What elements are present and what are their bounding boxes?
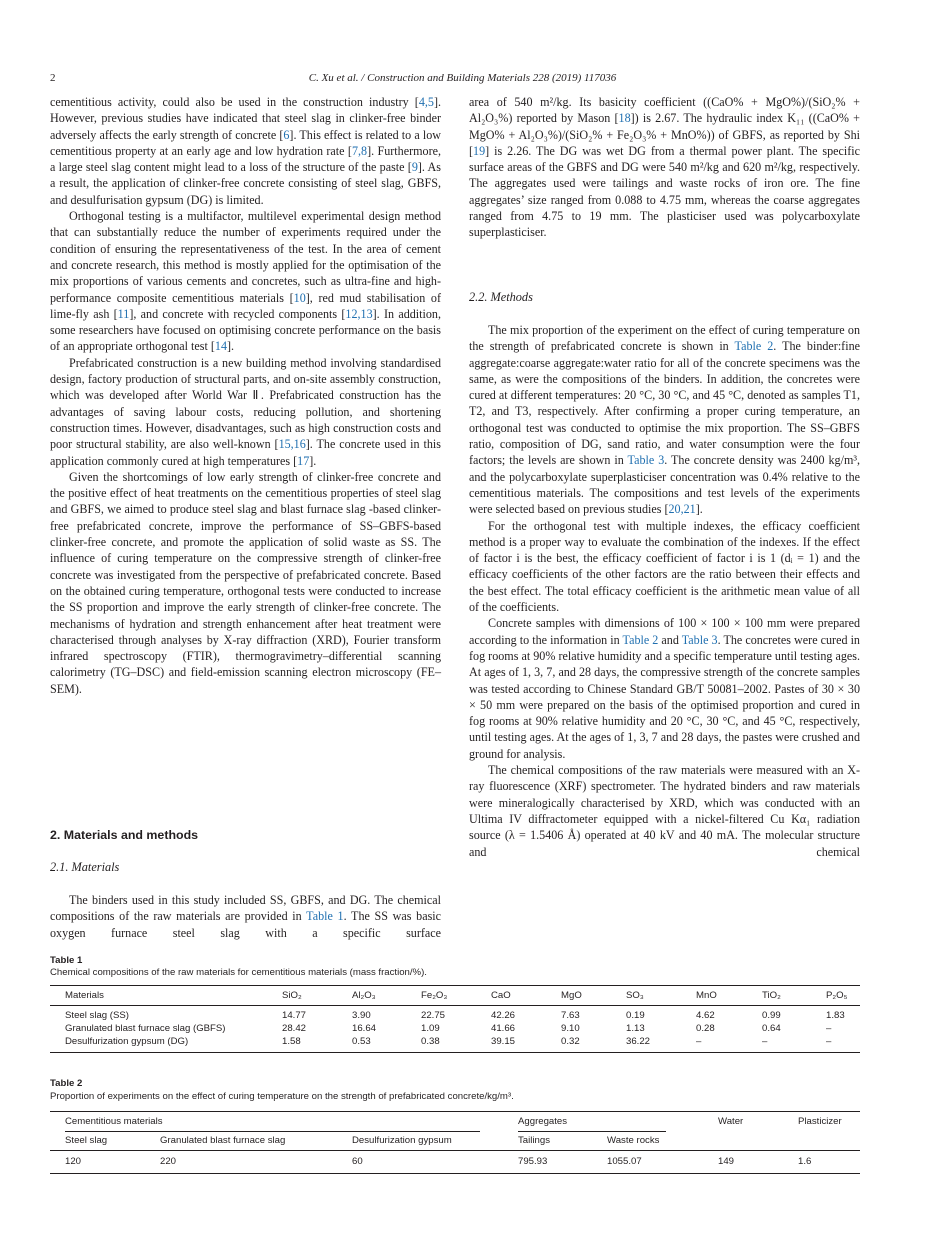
table-1-cell: 7.63 — [561, 1010, 580, 1021]
table-1-cell: 0.32 — [561, 1036, 580, 1047]
citation-link[interactable]: 15,16 — [278, 437, 306, 452]
paragraph: The mix proportion of the experiment on the effect of curing temperature on the strength of prefabricated concrete is shown in Table 2. The binder:fine aggregate:coarse aggregate:water ratio for all of the concrete specimens was the same, as were the compositions of the binders. In addition, the concretes were cured at different temperatures: 20 °C, 30 °C, and 45 °C, denoted as samples T1, T2, and T3, respectively. After confirming a proper curing temperature, an orthogonal test was conducted to optimise the mix proportion. The SS–GBFS ratio, composition of DG, sand ratio, and water consumption were the four factors; the levels are shown in Table 3. The concrete density was 2400 kg/m³, and the polycarboxylate superplasticiser concentration was 0.4% relative to the cementitious materials. The compositions and test levels of the experiments were selected based on previous studies [20,21]. — [469, 323, 861, 517]
paragraph: Prefabricated construction is a new building method involving standardised design, factory production of structural parts, and on-site assembly construction, which was developed after World War Ⅱ. Prefabricated construction has the advantages of saving labour costs, reducing pollution, and shortening construction times. However, disadvantages, such as high construction costs and poor structural stability, are also well-known [15,16]. The concrete used in this application commonly cured at high temperatures [17]. — [50, 355, 441, 468]
table-1-cell: – — [696, 1036, 702, 1047]
table-1-caption: Chemical compositions of the raw materials for cementitious materials (mass fraction/%). — [50, 967, 427, 978]
group-header-water: Water — [718, 1116, 744, 1127]
citation-link[interactable]: Table 3 — [627, 453, 665, 468]
sub-header-dg: Desulfurization gypsum — [352, 1135, 452, 1146]
citation-link[interactable]: 11 — [117, 306, 130, 321]
table-1-cell: – — [826, 1023, 832, 1034]
table-2-caption: Proportion of experiments on the effect of curing temperature on the strength of prefabricated concrete/kg/m³. — [50, 1091, 514, 1102]
table-1-cell: 0.19 — [626, 1010, 645, 1021]
table-1-header-cell: Materials — [65, 990, 104, 1001]
table-1-header-cell: SO₃ — [626, 990, 644, 1001]
table-1 — [50, 955, 860, 1055]
table-1-header-cell: CaO — [491, 990, 511, 1001]
table-1-cell: 3.90 — [352, 1010, 371, 1021]
table-1-cell: – — [826, 1036, 832, 1047]
table-1-cell: 36.22 — [626, 1036, 651, 1047]
paragraph: cementitious activity, could also be used in the construction industry [4,5]. However, previous studies have indicated that steel slag in clinker-free binder adversely affects the early strength of concrete [6]. This effect is related to a low cementitious property at an early age and low hydration rate [7,8]. Furthermore, a large steel slag content might lead to a loss of the structure of the paste [9]. As a result, the application of clinker-free concrete consisting of steel slag, GBFS, and desulfurisation gypsum (DG) is limited. — [50, 95, 441, 207]
table-1-cell: 1.09 — [421, 1023, 440, 1034]
table-1-cell: Granulated blast furnace slag (GBFS) — [65, 1023, 226, 1034]
citation-link[interactable]: 20,21 — [668, 502, 696, 517]
group-header-aggregates: Aggregates — [518, 1116, 568, 1127]
citation-link[interactable]: 17 — [297, 453, 310, 468]
table-1-header-cell: TiO₂ — [762, 990, 781, 1001]
table-1-cell: 22.75 — [421, 1010, 446, 1021]
paragraph: Given the shortcomings of low early strength of clinker-free concrete and the positive effect of heat treatments on the cementitious properties of steel slag and GBFS, we aimed to produce steel slag and blast furnace slag -based clinker-free prefabricated concrete, improve the performance of SS–GBFS-based clinker-free concrete, and promote the application of solid waste as SS. The influence of curing temperature on the compressive strength of clinker-free concrete was investigated from the perspective of prefabricated concrete. Based on the obtained curing temperature, orthogonal tests were conducted to increase the SS proportion and improve the early strength of clinker-free concrete. The mechanisms of hydration and strength enhancement after heat treatment were characterised through analyses by X-ray diffraction (XRD), Fourier transform infrared spectroscopy (FTIR), thermogravimetry–differential scanning calorimetry (TG–DSC) and field-emission scanning electron microscopy (FE–SEM). — [50, 469, 441, 696]
citation-link[interactable]: 14 — [214, 339, 227, 354]
table-1-header-cell: Fe₂O₃ — [421, 990, 448, 1001]
paragraph: Concrete samples with dimensions of 100 × 100 × 100 mm were prepared according to the information in Table 2 and Table 3. The concretes were cured in fog rooms at 90% relative humidity and a specific temperature until testing ages. At ages of 1, 3, 7, and 28 days, the compressive strength of the concrete samples was tested according to Chinese Standard GB/T 50081–2002. Pastes of 30 × 30 × 50 mm were prepared on the basis of the optimised proportion and cured in fog rooms at 90% relative humidity and 20 °C, 30 °C, and 45 °C, respectively, until testing ages. At the ages of 1, 3, 7 and 28 days, the pastes were crushed and ground for analysis. — [469, 616, 860, 761]
sub-header-steel-slag: Steel slag — [65, 1135, 108, 1146]
citation-link[interactable]: Table 2 — [734, 339, 774, 354]
citation-link[interactable]: 9 — [411, 160, 418, 175]
group-header-cementitious: Cementitious materials — [65, 1116, 163, 1127]
sub-header-tailings: Tailings — [518, 1135, 550, 1146]
page-number: 2 — [50, 72, 56, 84]
sub-header-gbfs: Granulated blast furnace slag — [160, 1135, 286, 1146]
table-2-cell: 120 — [65, 1156, 82, 1167]
table-2-cell: 220 — [160, 1156, 177, 1167]
table-1-header-cell: MnO — [696, 990, 717, 1001]
table-1-cell: 41.66 — [491, 1023, 516, 1034]
citation-link[interactable]: 7,8 — [351, 143, 368, 158]
table-2-cell: 149 — [718, 1156, 735, 1167]
table-1-cell: 9.10 — [561, 1023, 580, 1034]
table-1-header-cell: P₂O₅ — [826, 990, 848, 1001]
table-1-cell: 0.99 — [762, 1010, 781, 1021]
table-1-cell: 0.28 — [696, 1023, 715, 1034]
table-1-cell: 4.62 — [696, 1010, 715, 1021]
table-1-cell: 28.42 — [282, 1023, 307, 1034]
table-2 — [50, 1078, 860, 1178]
table-1-cell: Desulfurization gypsum (DG) — [65, 1036, 189, 1047]
table-2-cell: 60 — [352, 1156, 363, 1167]
citation-link[interactable]: Table 2 — [622, 632, 659, 647]
citation-link[interactable]: Table 1 — [306, 909, 344, 924]
paragraph: Orthogonal testing is a multifactor, multilevel experimental design method that can substantially reduce the number of experiments required under the condition of ensuring the representativeness of the test. In the area of cement and concrete research, this method is mostly applied for the optimisation of the mix proportions of various cements and concretes, such as ultra-fine and high-performance composite cementitious materials [10], red mud stabilisation of lime-fly ash [11], and concrete with recycled components [12,13]. In addition, some researchers have focused on optimising concrete performance on the basis of an appropriate orthogonal test [14]. — [50, 209, 441, 354]
citation-link[interactable]: 12,13 — [345, 306, 373, 321]
citation-link[interactable]: 4,5 — [418, 95, 434, 109]
table-1-cell: 42.26 — [491, 1010, 516, 1021]
right-column-materials — [469, 94, 860, 241]
table-1-cell: 14.77 — [282, 1010, 307, 1021]
table-1-cell: – — [762, 1036, 768, 1047]
left-column-materials — [50, 892, 441, 941]
table-1-title: Table 1 — [50, 955, 83, 966]
table-2-cell: 1.6 — [798, 1156, 812, 1167]
running-title: C. Xu et al. / Construction and Building Materials 228 (2019) 117036 — [308, 72, 617, 84]
table-1-cell: 1.13 — [626, 1023, 645, 1034]
table-2-cell: 1055.07 — [607, 1156, 642, 1167]
right-column-methods — [469, 322, 860, 860]
paragraph: The chemical compositions of the raw materials were measured with an X-ray fluorescence (XRF) spectrometer. The hydrated binders and raw materials were mineralogically characterised by XRD, which was conducted with an Ultima IV diffractometer equipped with a nickel-filtered Cu Kα₁ radiation source (λ = 1.5406 Å) operated at 40 kV and 40 mA. The molecular structure and chemical — [469, 763, 860, 859]
left-column-intro — [50, 94, 441, 697]
paragraph: The binders used in this study included SS, GBFS, and DG. The chemical compositions of the raw materials are provided in Table 1. The SS was basic oxygen furnace steel slag with a specific surface — [50, 893, 441, 940]
sub-header-waste-rocks: Waste rocks — [607, 1135, 660, 1146]
subsection-heading-methods: 2.2. Methods — [469, 290, 533, 304]
table-1-cell: 0.53 — [352, 1036, 371, 1047]
table-1-cell: 0.64 — [762, 1023, 781, 1034]
table-1-cell: Steel slag (SS) — [65, 1010, 129, 1021]
table-2-cell: 795.93 — [518, 1156, 548, 1167]
table-1-cell: 0.38 — [421, 1036, 440, 1047]
table-1-header-cell: Al₂O₃ — [352, 990, 376, 1001]
table-1-header-cell: MgO — [561, 990, 582, 1001]
section-heading: 2. Materials and methods — [50, 828, 199, 842]
group-header-plasticizer: Plasticizer — [798, 1116, 842, 1127]
table-1-cell: 1.58 — [282, 1036, 301, 1047]
citation-link[interactable]: 10 — [293, 290, 306, 305]
table-1-header-cell: SiO₂ — [282, 990, 302, 1001]
citation-link[interactable]: 18 — [618, 111, 631, 126]
table-2-title: Table 2 — [50, 1078, 83, 1089]
citation-link[interactable]: 19 — [473, 143, 486, 158]
paragraph: area of 540 m²/kg. Its basicity coefficient ((CaO% + MgO%)/(SiO₂% + Al₂O₃%) reported by Mason [18]) is 2.67. The hydraulic index K₁₁ ((CaO% + MgO% + Al₂O₃%)/(SiO₂% + Fe₂O₃% + MnO%)) of GBFS, as reported by Shi [19] is 2.26. The DG was wet DG from a thermal power plant. The specific surface areas of the GBFS and DG were 540 m²/kg and 620 m²/kg, respectively. The aggregates used were tailings and waste rocks of iron ore. The fine aggregates’ size ranged from 0.088 to 4.75 mm, whereas the coarse aggregates ranged from 4.75 to 19 mm. The plasticiser used was polycarboxylate superplasticiser. — [469, 95, 860, 240]
paragraph: For the orthogonal test with multiple indexes, the efficacy coefficient method is a proper way to evaluate the combination of the indexes. If the effect of factor i is the best, the efficacy coefficient of factor i is 1 (dᵢ = 1) and the efficacy coefficients of the other factors are the ratio between their effects and the best effect. The total efficacy coefficient is the arithmetic mean value of all of the coefficients. — [469, 518, 860, 615]
table-1-cell: 16.64 — [352, 1023, 377, 1034]
citation-link[interactable]: 6 — [283, 127, 290, 142]
citation-link[interactable]: Table 3 — [681, 632, 718, 647]
table-1-cell: 1.83 — [826, 1010, 845, 1021]
table-1-cell: 39.15 — [491, 1036, 516, 1047]
subsection-heading-materials: 2.1. Materials — [50, 860, 120, 874]
